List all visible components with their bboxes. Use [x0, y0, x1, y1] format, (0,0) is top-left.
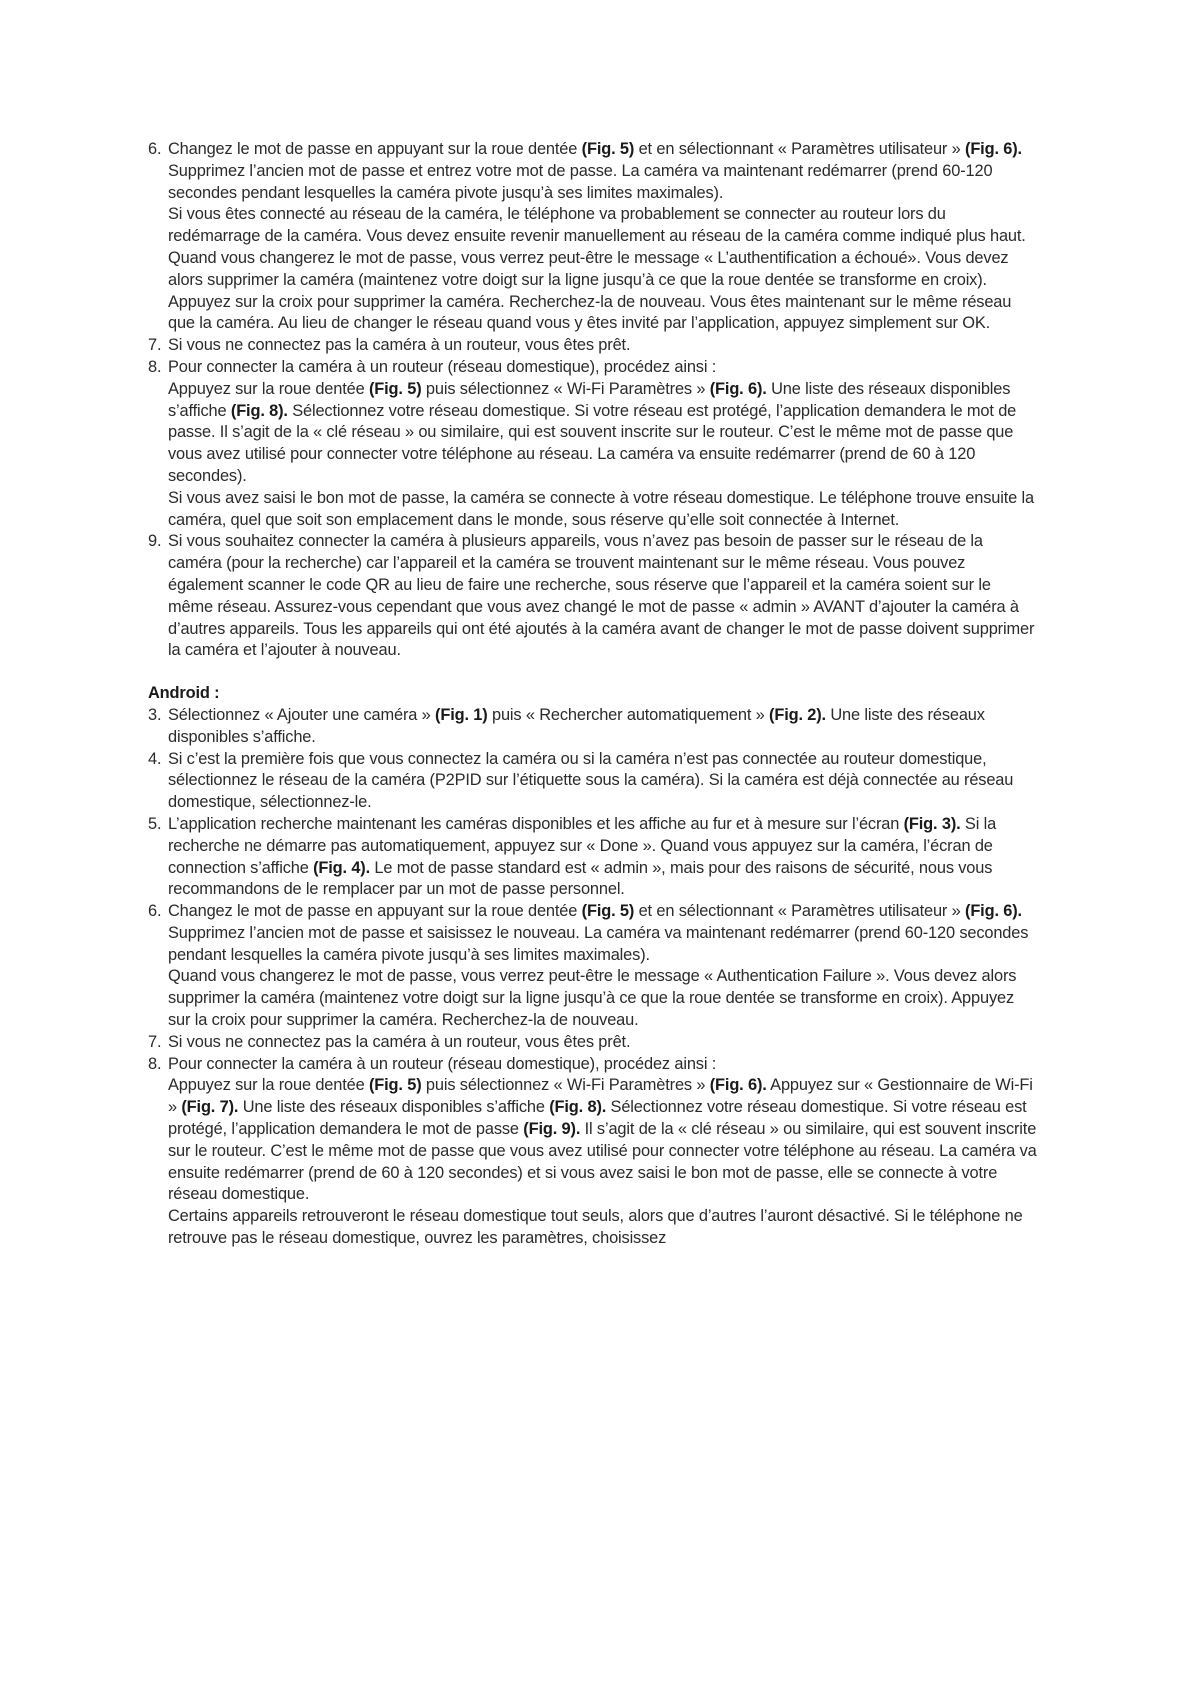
list-item [148, 357, 1038, 531]
list-number: 4. [148, 749, 162, 768]
text-run: Une liste des réseaux disponibles s’affiche. [168, 705, 985, 746]
list-item [148, 814, 1038, 901]
text-run: Changez le mot de passe en appuyant sur la roue dentée [168, 140, 582, 158]
paragraph [168, 1054, 1038, 1076]
list-number: 7. [148, 336, 162, 355]
text-run: Si vous souhaitez connecter la caméra à plusieurs appareils, vous n’avez pas besoin de passer sur le réseau de la caméra (pour la recherche) car l’appareil et la caméra se trouvent maintenant sur le même réseau. Vous pouvez également scanner le code QR au lieu de faire une recherche, sous réserve que l’appareil et la caméra soient sur le même réseau. Assurez-vous cependant que vous avez changé le mot de passe « admin » AVANT d’ajouter la caméra à d’autres appareils. Tous les appareils qui ont été ajoutés à la caméra avant de changer le mot de passe doivent supprimer la caméra et l’ajouter à nouveau. [168, 532, 1035, 660]
figure-reference: (Fig. 7). [181, 1098, 239, 1117]
text-run: Une liste des réseaux disponibles s’affiche [168, 379, 1011, 420]
text-run: Si c’est la première fois que vous connectez la caméra ou si la caméra n’est pas connectée au routeur domestique, sélectionnez le réseau de la caméra (P2PID sur l’étiquette sous la caméra). Si la caméra est déjà connectée au réseau domestique, sélectionnez-le. [168, 749, 1014, 812]
text-run: Une liste des réseaux disponibles s’affiche [238, 1098, 550, 1117]
text-run: Pour connecter la caméra à un routeur (réseau domestique), procédez ainsi : [168, 357, 717, 376]
paragraph [168, 379, 1038, 488]
figure-reference: (Fig. 5) [368, 379, 422, 398]
text-run: Pour connecter la caméra à un routeur (réseau domestique), procédez ainsi : [168, 1054, 717, 1073]
text-run: Si vous êtes connecté au réseau de la caméra, le téléphone va probablement se connecter au routeur lors du redémarrage de la caméra. Vous devez ensuite revenir manuellement au réseau de la caméra comme indiqué plus haut. Quand vous changerez le mot de passe, vous verrez peut-être le message « L’authentification a échoué». Vous devez alors supprimer la caméra (maintenez votre doigt sur la ligne jusqu’à ce que la roue dentée se transforme en croix). Appuyez sur la croix pour supprimer la caméra. Recherchez-la de nouveau. Vous êtes maintenant sur le même réseau que la caméra. Au lieu de changer le réseau quand vous y êtes invité par l’application, appuyez simplement sur OK. [168, 205, 1026, 333]
paragraph [168, 357, 1038, 379]
text-run: Supprimez l’ancien mot de passe et entrez votre mot de passe. La caméra va maintenant redémarrer (prend 60-120 secondes pendant lesquelles la caméra pivote jusqu’à ses limites maximales). [168, 161, 993, 202]
text-run: Appuyez sur la roue dentée [168, 1076, 369, 1095]
paragraph [168, 335, 1038, 357]
figure-reference: (Fig. 9). [523, 1120, 581, 1139]
text-run: Si vous ne connectez pas la caméra à un routeur, vous êtes prêt. [168, 336, 631, 355]
text-run: Certains appareils retrouveront le réseau domestique tout seuls, alors que d’autres l’auront désactivé. Si le téléphone ne retrouve pas le réseau domestique, ouvrez les paramètres, choisissez [168, 1207, 1023, 1248]
text-run: Quand vous changerez le mot de passe, vous verrez peut-être le message « Authentication Failure ». Vous devez alors supprimer la caméra (maintenez votre doigt sur la ligne jusqu’à ce que la roue dentée se transforme en croix). Appuyez sur la croix pour supprimer la caméra. Recherchez-la de nouveau. [168, 967, 1017, 1030]
paragraph [168, 531, 1038, 662]
document-body [148, 139, 1038, 1250]
text-run: Appuyez sur la roue dentée [168, 379, 369, 398]
list-item [148, 901, 1038, 1032]
figure-reference: (Fig. 3). [903, 814, 961, 833]
paragraph [168, 488, 1038, 532]
list-number: 7. [148, 1032, 162, 1051]
text-run: puis sélectionnez « Wi-Fi Paramètres » [421, 379, 710, 398]
section-spacer [148, 662, 1038, 683]
text-run: Changez le mot de passe en appuyant sur la roue dentée [168, 902, 582, 921]
android-heading: Android : [148, 684, 220, 703]
figure-reference: (Fig. 5) [368, 1076, 422, 1095]
list-number: 6. [148, 140, 162, 158]
text-run: Si vous avez saisi le bon mot de passe, la caméra se connecte à votre réseau domestique. Le téléphone trouve ensuite la caméra, quel que soit son emplacement dans le monde, sous réserve qu’elle soit connectée à Internet. [168, 488, 1034, 529]
text-run: Supprimez l’ancien mot de passe et saisissez le nouveau. La caméra va maintenant redémarrer (prend 60-120 secondes pendant lesquelles la caméra pivote jusqu’à ses limites maximales). [168, 923, 1029, 964]
list-number: 6. [148, 902, 162, 921]
figure-reference: (Fig. 6). [965, 902, 1022, 921]
paragraph [168, 139, 1038, 204]
text-run: puis sélectionnez « Wi-Fi Paramètres » [421, 1076, 710, 1095]
list-item [148, 1054, 1038, 1250]
paragraph [168, 1206, 1038, 1250]
paragraph [168, 749, 1038, 814]
figure-reference: (Fig. 6). [709, 379, 767, 398]
list-number: 8. [148, 357, 162, 376]
text-run: Sélectionnez votre réseau domestique. Si votre réseau est protégé, l’application demandera le mot de passe [168, 1098, 1027, 1139]
figure-reference: (Fig. 5) [581, 140, 635, 158]
figure-reference: (Fig. 1) [435, 705, 488, 724]
text-run: Sélectionnez « Ajouter une caméra » [168, 705, 436, 724]
text-run: Il s’agit de la « clé réseau » ou similaire, qui est souvent inscrite sur le routeur. C’est le même mot de passe que vous avez utilisé pour connecter votre téléphone au réseau. La caméra va ensuite redémarrer (prend de 60 à 120 secondes) et si vous avez saisi le bon mot de passe, elle se connecte à votre réseau domestique. [168, 1120, 1037, 1204]
list-item [148, 335, 1038, 357]
figure-reference: (Fig. 2). [769, 705, 826, 724]
text-run: et en sélectionnant « Paramètres utilisateur » [634, 140, 966, 158]
list-item [148, 749, 1038, 814]
figure-reference: (Fig. 8). [230, 401, 288, 420]
list-number: 9. [148, 532, 162, 551]
list-item [148, 1032, 1038, 1054]
paragraph [168, 814, 1038, 901]
paragraph [168, 901, 1038, 966]
text-run: L’application recherche maintenant les caméras disponibles et les affiche au fur et à mesure sur l’écran [168, 814, 904, 833]
text-run: Sélectionnez votre réseau domestique. Si votre réseau est protégé, l’application demandera le mot de passe. Il s’agit de la « clé réseau » ou similaire, qui est souvent inscrite sur le routeur. C’est le même mot de passe que vous avez utilisé pour connecter votre téléphone au réseau. La caméra va ensuite redémarrer (prend de 60 à 120 secondes). [168, 401, 1017, 485]
text-run: Si vous ne connectez pas la caméra à un routeur, vous êtes prêt. [168, 1032, 631, 1051]
android-steps-list [148, 705, 1038, 1250]
list-number: 8. [148, 1054, 162, 1073]
figure-reference: (Fig. 5) [581, 902, 635, 921]
paragraph [168, 1075, 1038, 1206]
paragraph [168, 1032, 1038, 1054]
figure-reference: (Fig. 4). [313, 858, 370, 877]
paragraph [168, 204, 1038, 335]
text-run: puis « Rechercher automatiquement » [487, 705, 770, 724]
paragraph [168, 966, 1038, 1031]
list-item [148, 139, 1038, 335]
list-item [148, 531, 1038, 662]
text-run: Le mot de passe standard est « admin », mais pour des raisons de sécurité, nous vous recommandons de le remplacer par un mot de passe personnel. [168, 858, 993, 899]
text-run: et en sélectionnant « Paramètres utilisateur » [634, 902, 966, 921]
ios-steps-list [148, 139, 1038, 662]
figure-reference: (Fig. 6). [709, 1076, 767, 1095]
figure-reference: (Fig. 8). [549, 1098, 607, 1117]
paragraph [168, 705, 1038, 749]
text-run: Si la recherche ne démarre pas automatiquement, appuyez sur « Done ». Quand vous appuyez sur la caméra, l’écran de connection s’affiche [168, 814, 997, 877]
list-number: 3. [148, 705, 162, 724]
text-run: Appuyez sur « Gestionnaire de Wi-Fi » [168, 1076, 1033, 1117]
list-item [148, 705, 1038, 749]
figure-reference: (Fig. 6). [965, 140, 1022, 158]
list-number: 5. [148, 814, 162, 833]
